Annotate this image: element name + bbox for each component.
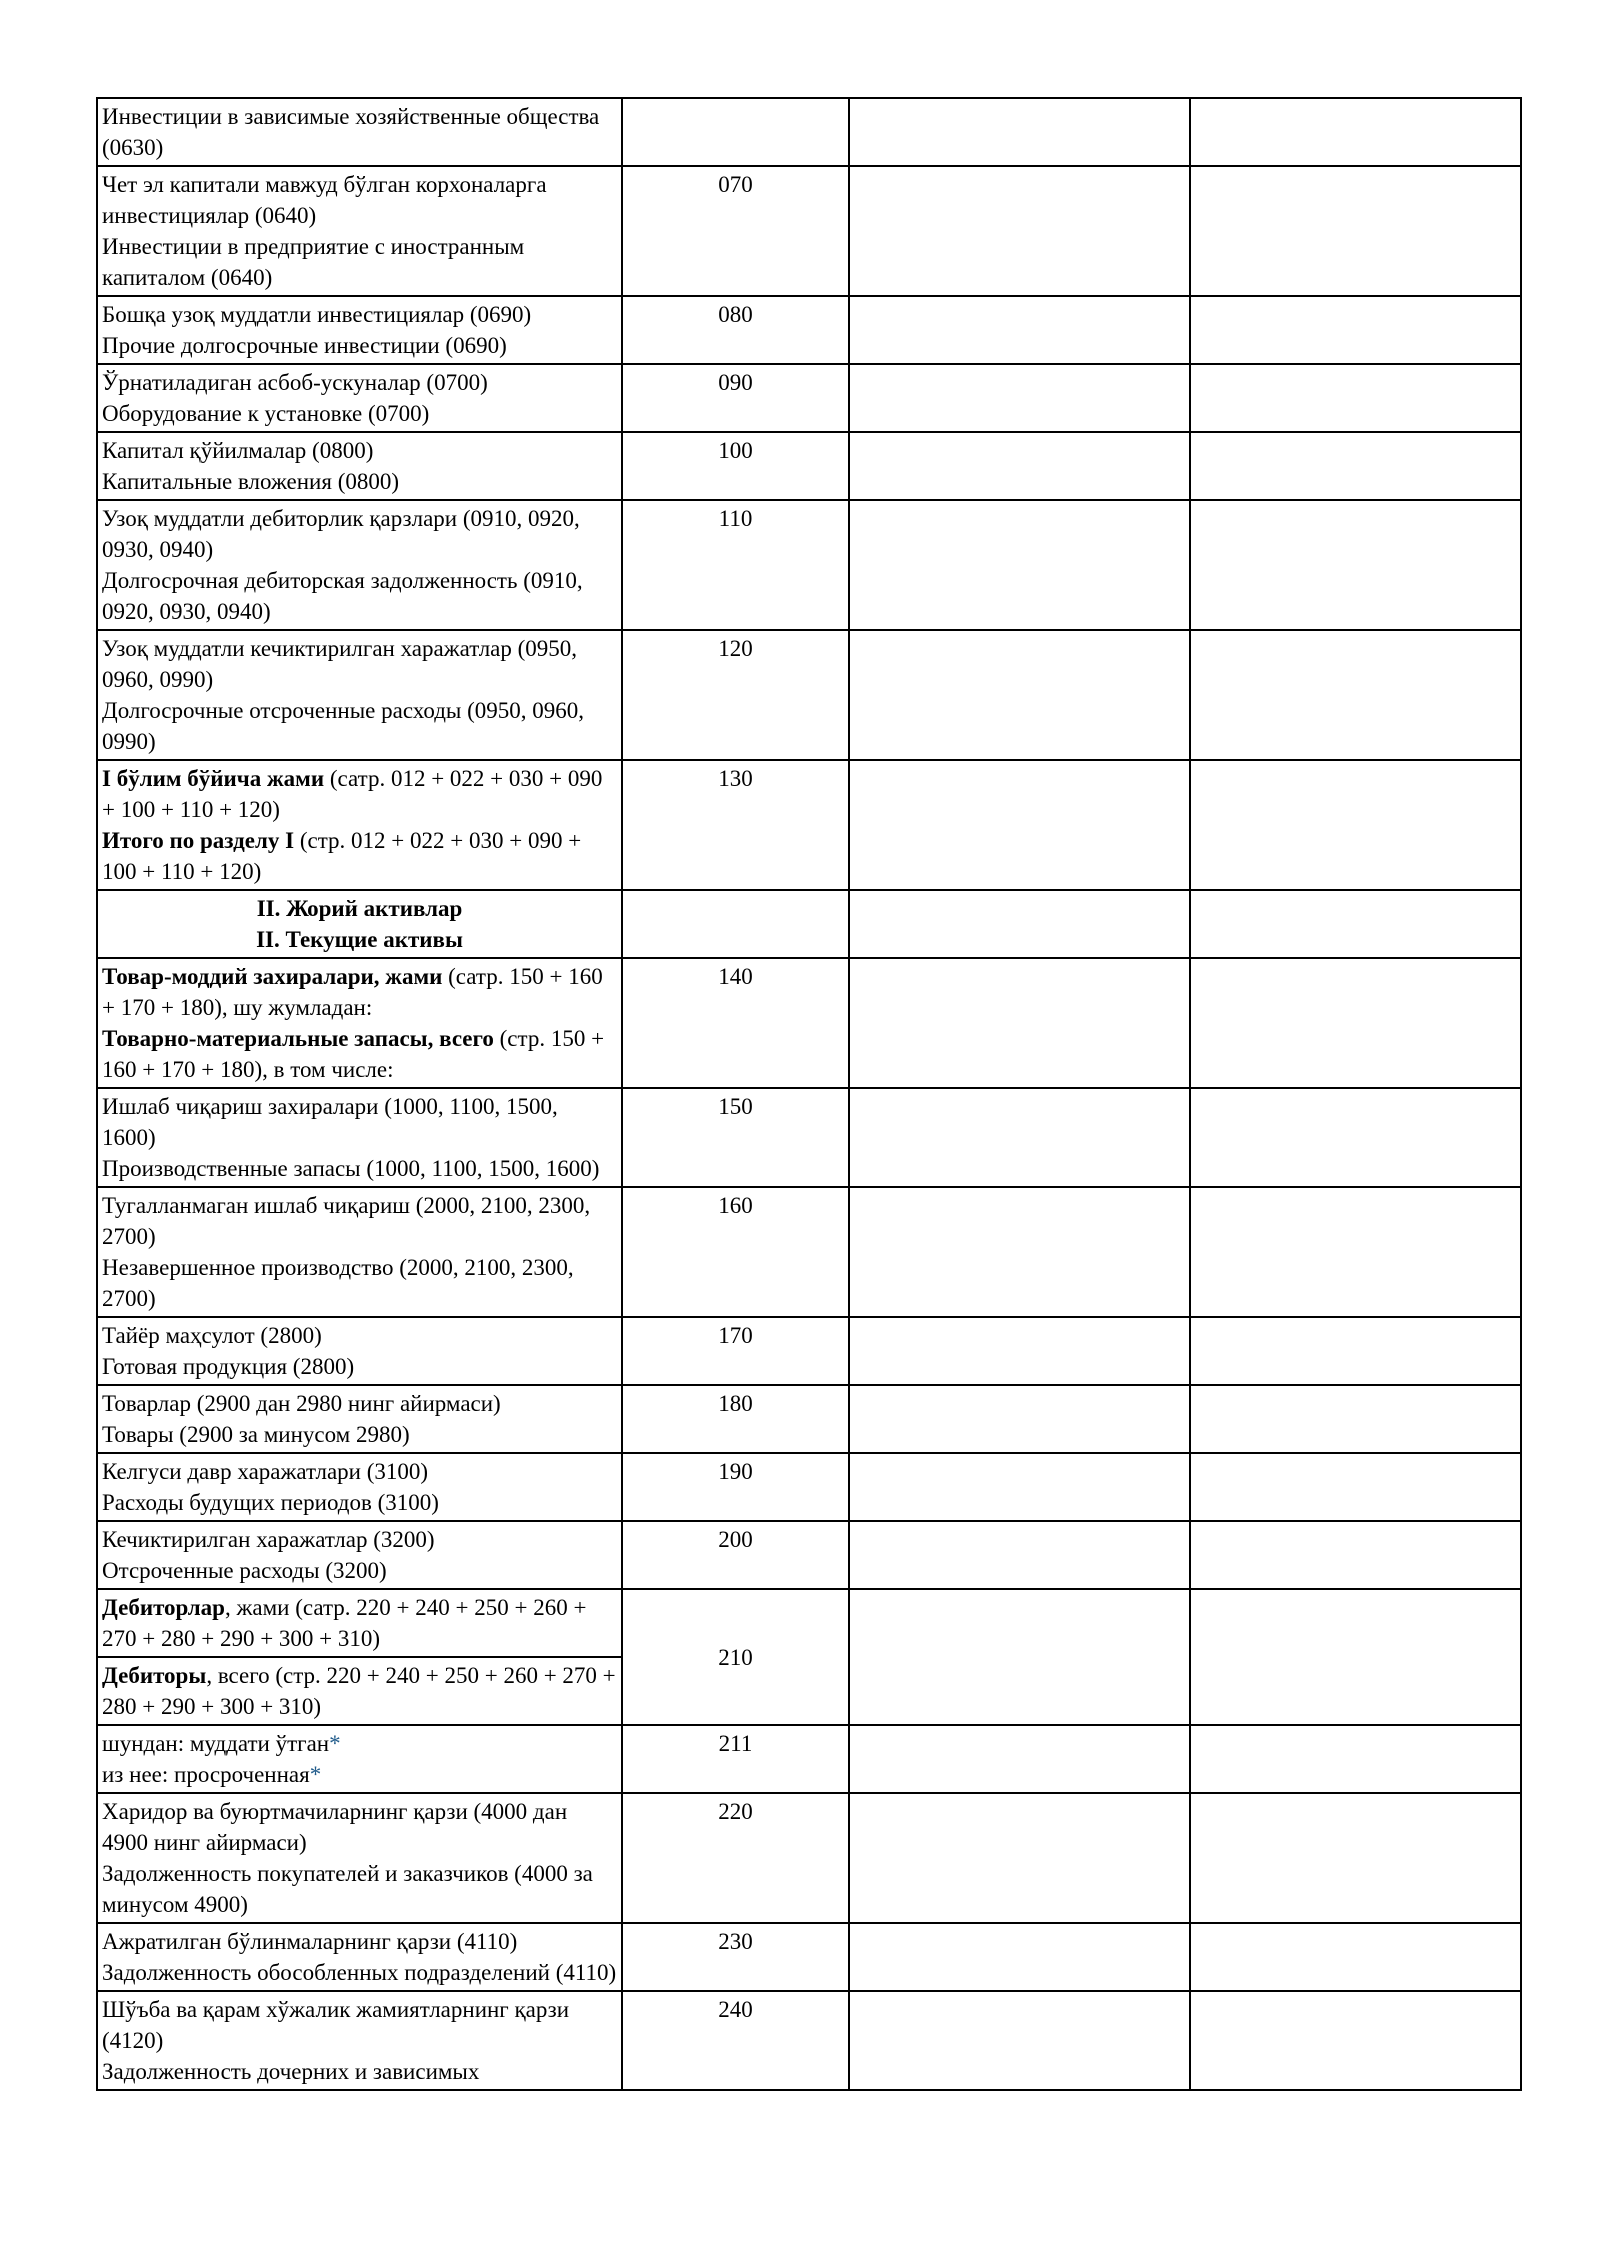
value-cell-end[interactable] (1190, 1589, 1521, 1725)
description-line (102, 1728, 617, 1759)
description-cell (97, 958, 622, 1088)
description-cell (97, 1923, 622, 1991)
table-row (97, 1317, 1521, 1385)
description-cell (97, 1793, 622, 1923)
value-cell-end[interactable] (1190, 1453, 1521, 1521)
line-code (622, 98, 849, 166)
value-cell-start[interactable] (849, 1991, 1190, 2090)
value-cell-end[interactable] (1190, 1088, 1521, 1187)
value-cell-end[interactable] (1190, 166, 1521, 296)
description-cell (97, 1657, 622, 1725)
description-text: Шўъба ва қарам хўжалик жамиятларнинг қарзи (4120) (102, 1997, 570, 2053)
description-bold: Дебиторы (102, 1663, 207, 1688)
value-cell-end[interactable] (1190, 296, 1521, 364)
value-cell-end[interactable] (1190, 630, 1521, 760)
table-row (97, 1923, 1521, 1991)
line-code: 220 (622, 1793, 849, 1923)
value-cell-start[interactable] (849, 1088, 1190, 1187)
value-cell-start[interactable] (849, 630, 1190, 760)
description-cell (97, 1187, 622, 1317)
description-line (102, 1091, 617, 1153)
description-text: (сатр. 012 + 022 + 030 + 090 + 100 + 110 + 120) (102, 766, 603, 822)
description-text: Ишлаб чиқариш захиралари (1000, 1100, 1500, 1600) (102, 1094, 558, 1150)
value-cell-start[interactable] (849, 760, 1190, 890)
description-text: из нее: просроченная (102, 1762, 310, 1787)
description-line (102, 961, 617, 1023)
value-cell-end[interactable] (1190, 1385, 1521, 1453)
value-cell-end[interactable] (1190, 500, 1521, 630)
description-line (102, 763, 617, 825)
table-row (97, 1088, 1521, 1187)
value-cell-start[interactable] (849, 1793, 1190, 1923)
line-code: 180 (622, 1385, 849, 1453)
description-line (102, 231, 617, 293)
value-cell-start[interactable] (849, 1725, 1190, 1793)
description-line (102, 101, 617, 163)
description-line (102, 1456, 617, 1487)
description-text: Товары (2900 за минусом 2980) (102, 1422, 410, 1447)
code-cell (622, 890, 849, 958)
description-cell (97, 296, 622, 364)
value-cell-start[interactable] (849, 1589, 1190, 1725)
description-cell (97, 1088, 622, 1187)
section-title (97, 890, 622, 958)
description-line (102, 1759, 617, 1790)
description-line (102, 1796, 617, 1858)
description-text: (стр. 012 + 022 + 030 + 090 + 100 + 110 + 120) (102, 828, 582, 884)
line-code: 200 (622, 1521, 849, 1589)
description-cell (97, 1385, 622, 1453)
balance-sheet-table (96, 97, 1522, 2091)
description-line (102, 398, 617, 429)
value-cell-start[interactable] (849, 1453, 1190, 1521)
line-code: 140 (622, 958, 849, 1088)
description-line (102, 695, 617, 757)
description-line (102, 299, 617, 330)
description-text: Инвестиции в зависимые хозяйственные общества (0630) (102, 104, 600, 160)
value-cell-end[interactable] (1190, 1725, 1521, 1793)
description-text: шундан: муддати ўтган (102, 1731, 330, 1756)
value-cell-end[interactable] (1190, 1187, 1521, 1317)
description-line (102, 1419, 617, 1450)
description-line (102, 825, 617, 887)
description-text: Узоқ муддатли кечиктирилган харажатлар (0950, 0960, 0990) (102, 636, 578, 692)
value-cell-start[interactable] (849, 364, 1190, 432)
value-cell-end[interactable] (1190, 1317, 1521, 1385)
table-row (97, 1453, 1521, 1521)
table-row (97, 1793, 1521, 1923)
description-line (102, 1957, 617, 1988)
line-code: 170 (622, 1317, 849, 1385)
line-code: 150 (622, 1088, 849, 1187)
description-line (102, 1153, 617, 1184)
description-text: Харидор ва буюртмачиларнинг қарзи (4000 дан 4900 нинг айирмаси) (102, 1799, 568, 1855)
description-text: , всего (стр. 220 + 240 + 250 + 260 + 270 + 280 + 290 + 300 + 310) (102, 1663, 616, 1719)
table-row (97, 760, 1521, 890)
description-cell (97, 1453, 622, 1521)
description-text: Капитал қўйилмалар (0800) (102, 438, 374, 463)
line-code: 211 (622, 1725, 849, 1793)
line-code: 120 (622, 630, 849, 760)
description-line (102, 1351, 617, 1382)
description-line (102, 1994, 617, 2056)
section-header-row (97, 890, 1521, 958)
description-text: Инвестиции в предприятие с иностранным капиталом (0640) (102, 234, 525, 290)
description-line (102, 1926, 617, 1957)
value-cell-start[interactable] (849, 296, 1190, 364)
value-cell-end[interactable] (1190, 1923, 1521, 1991)
description-cell (97, 166, 622, 296)
section-title-line: II. Текущие активы (256, 927, 463, 952)
description-line (102, 1555, 617, 1586)
value-cell-start[interactable] (849, 1187, 1190, 1317)
value-cell-start[interactable] (849, 166, 1190, 296)
description-line (102, 1592, 617, 1654)
line-code: 230 (622, 1923, 849, 1991)
table-row (97, 432, 1521, 500)
value-cell-start[interactable] (849, 500, 1190, 630)
value-cell-start[interactable] (849, 1521, 1190, 1589)
description-line (102, 565, 617, 627)
description-line (102, 169, 617, 231)
value-cell-start[interactable] (849, 432, 1190, 500)
description-cell (97, 1991, 622, 2090)
value-cell-end[interactable] (1190, 432, 1521, 500)
description-cell (97, 760, 622, 890)
description-cell (97, 432, 622, 500)
description-line (102, 466, 617, 497)
value-cell-start[interactable] (849, 1317, 1190, 1385)
line-code: 070 (622, 166, 849, 296)
table-row (97, 364, 1521, 432)
table-row (97, 166, 1521, 296)
description-text: Задолженность обособленных подразделений (4110) (102, 1960, 617, 1985)
description-text: Отсроченные расходы (3200) (102, 1558, 387, 1583)
description-text: Прочие долгосрочные инвестиции (0690) (102, 333, 507, 358)
line-code: 210 (622, 1589, 849, 1725)
description-text: Капитальные вложения (0800) (102, 469, 400, 494)
description-cell (97, 500, 622, 630)
description-text: Товарлар (2900 дан 2980 нинг айирмаси) (102, 1391, 501, 1416)
description-text: Незавершенное производство (2000, 2100, 2300, 2700) (102, 1255, 574, 1311)
description-line (102, 2056, 617, 2087)
value-cell-end[interactable] (1190, 1991, 1521, 2090)
description-cell (97, 1725, 622, 1793)
footnote-asterisk: * (309, 1762, 322, 1787)
description-line (102, 1388, 617, 1419)
description-cell (97, 1317, 622, 1385)
description-text: Долгосрочные отсроченные расходы (0950, 0960, 0990) (102, 698, 585, 754)
description-text: , жами (сатр. 220 + 240 + 250 + 260 + 270 + 280 + 290 + 300 + 310) (102, 1595, 587, 1651)
description-cell (97, 98, 622, 166)
description-line (102, 367, 617, 398)
description-text: Долгосрочная дебиторская задолженность (0910, 0920, 0930, 0940) (102, 568, 583, 624)
description-bold: Итого по разделу I (102, 828, 295, 853)
description-text: Задолженность покупателей и заказчиков (4000 за минусом 4900) (102, 1861, 593, 1917)
balance-sheet-page (96, 97, 1512, 2091)
line-code: 100 (622, 432, 849, 500)
description-cell (97, 630, 622, 760)
line-code: 160 (622, 1187, 849, 1317)
description-text: Тайёр маҳсулот (2800) (102, 1323, 322, 1348)
line-code: 130 (622, 760, 849, 890)
description-text: Чет эл капитали мавжуд бўлган корхоналарга инвестициялар (0640) (102, 172, 547, 228)
description-text: Производственные запасы (1000, 1100, 1500, 1600) (102, 1156, 600, 1181)
section-title-line: II. Жорий активлар (256, 896, 463, 921)
description-line (102, 330, 617, 361)
description-text: Тугалланмаган ишлаб чиқариш (2000, 2100, 2300, 2700) (102, 1193, 591, 1249)
description-text: Задолженность дочерних и зависимых (102, 2059, 480, 2084)
value-cell-end[interactable] (1190, 98, 1521, 166)
description-line (102, 435, 617, 466)
line-code: 110 (622, 500, 849, 630)
description-line (102, 1858, 617, 1920)
description-line (102, 1524, 617, 1555)
description-text: (сатр. 150 + 160 + 170 + 180), шу жумладан: (102, 964, 603, 1020)
description-cell (97, 364, 622, 432)
table-row (97, 1725, 1521, 1793)
table-row (97, 296, 1521, 364)
table-row (97, 500, 1521, 630)
line-code: 240 (622, 1991, 849, 2090)
table-row (97, 630, 1521, 760)
description-bold: Дебиторлар (102, 1595, 225, 1620)
value-cell-start[interactable] (849, 98, 1190, 166)
description-line (102, 503, 617, 565)
description-bold: Товар-моддий захиралари, жами (102, 964, 443, 989)
description-line (102, 1660, 617, 1722)
description-text: Ажратилган бўлинмаларнинг қарзи (4110) (102, 1929, 518, 1954)
table-row (97, 1187, 1521, 1317)
table-row (97, 98, 1521, 166)
table-row (97, 1521, 1521, 1589)
description-text: (стр. 150 + 160 + 170 + 180), в том числе: (102, 1026, 605, 1082)
table-row (97, 958, 1521, 1088)
description-text: Кечиктирилган харажатлар (3200) (102, 1527, 435, 1552)
line-code: 080 (622, 296, 849, 364)
description-bold: Товарно-материальные запасы, всего (102, 1026, 494, 1051)
value-cell-start[interactable] (849, 958, 1190, 1088)
value-cell-end[interactable] (1190, 760, 1521, 890)
line-code: 090 (622, 364, 849, 432)
description-line (102, 1487, 617, 1518)
description-line (102, 1252, 617, 1314)
table-row (97, 1385, 1521, 1453)
description-text: Узоқ муддатли дебиторлик қарзлари (0910, 0920, 0930, 0940) (102, 506, 580, 562)
value-cell-start[interactable] (849, 1385, 1190, 1453)
description-cell (97, 1589, 622, 1657)
value-cell-start[interactable] (849, 1923, 1190, 1991)
line-code: 190 (622, 1453, 849, 1521)
description-text: Келгуси давр харажатлари (3100) (102, 1459, 429, 1484)
description-line (102, 1320, 617, 1351)
table-row (97, 1991, 1521, 2090)
description-text: Бошқа узоқ муддатли инвестициялар (0690) (102, 302, 532, 327)
value-cell-end[interactable] (1190, 1521, 1521, 1589)
value-cell-end[interactable] (1190, 1793, 1521, 1923)
value-cell-end[interactable] (1190, 364, 1521, 432)
table-row (97, 1589, 1521, 1657)
description-text: Оборудование к установке (0700) (102, 401, 430, 426)
description-line (102, 1023, 617, 1085)
description-line (102, 1190, 617, 1252)
description-text: Готовая продукция (2800) (102, 1354, 355, 1379)
description-line (102, 633, 617, 695)
description-text: Ўрнатиладиган асбоб-ускуналар (0700) (102, 370, 488, 395)
description-bold: I бўлим бўйича жами (102, 766, 325, 791)
value-cell-end[interactable] (1190, 958, 1521, 1088)
description-cell (97, 1521, 622, 1589)
footnote-asterisk: * (329, 1731, 341, 1756)
description-text: Расходы будущих периодов (3100) (102, 1490, 439, 1515)
value-cell-start[interactable] (849, 890, 1190, 958)
value-cell-end[interactable] (1190, 890, 1521, 958)
